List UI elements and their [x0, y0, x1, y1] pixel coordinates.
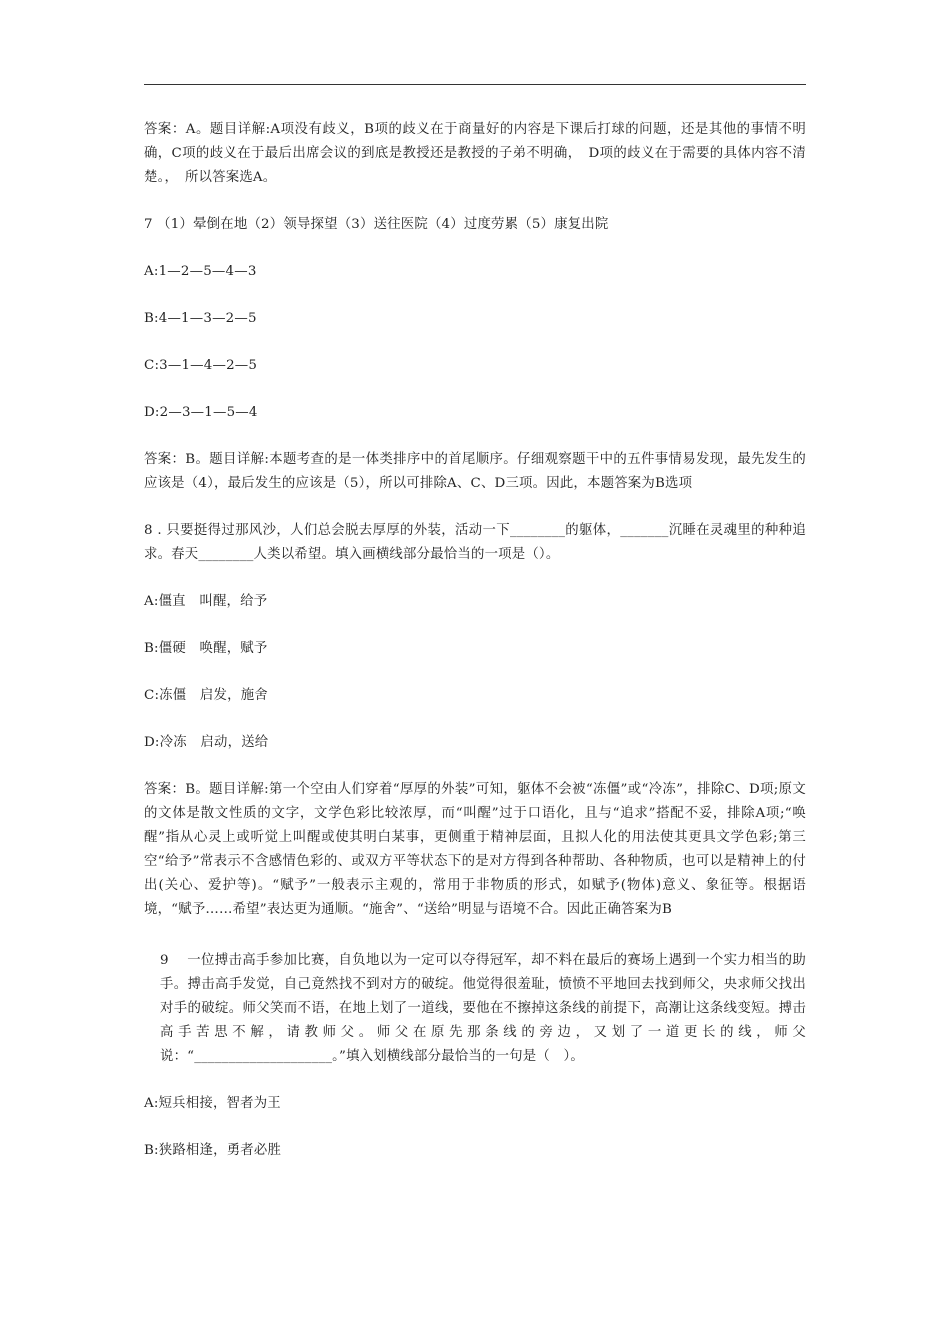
- header-rule: [144, 84, 806, 85]
- q8-option-d: D:冷冻 启动，送给: [144, 735, 269, 750]
- q8-option-a: A:僵直 叫醒，给予: [144, 594, 268, 609]
- q7-option-c: C:3—1—4—2—5: [144, 358, 258, 373]
- q9-option-b: B:狭路相逢，勇者必胜: [144, 1143, 282, 1158]
- q6-answer: 答案：A。题目详解:A项没有歧义，B项的歧义在于商量好的内容是下课后打球的问题，还是其他的事情不明确，C项的歧义在于最后出席会议的到底是教授还是教授的子弟不明确， D项的歧义在于需要的具体内容不清楚。， 所以答案选A。: [144, 122, 806, 185]
- q7-option-a: A:1—2—5—4—3: [144, 264, 257, 279]
- q8-option-b: B:僵硬 唤醒，赋予: [144, 641, 268, 656]
- q8-stem: 8 . 只要挺得过那风沙，人们总会脱去厚厚的外装，活动一下________的躯体，_______沉睡在灵魂里的种种追求。春天________人类以希望。填入画横线部分最恰当的一项是（）。: [144, 523, 806, 562]
- document-body: [144, 118, 806, 1163]
- q7-stem: 7 （1）晕倒在地（2）领导探望（3）送往医院（4）过度劳累（5）康复出院: [144, 217, 609, 232]
- q9-option-a: A:短兵相接，智者为王: [144, 1096, 281, 1111]
- q7-answer: 答案：B。题目详解:本题考查的是一体类排序中的首尾顺序。仔细观察题干中的五件事情易发现，最先发生的应该是（4），最后发生的应该是（5），所以可排除A、C、D三项。因此，本题答案为B选项: [144, 452, 806, 491]
- q8-option-c: C:冻僵 启发，施舍: [144, 688, 268, 703]
- q9-stem: 9 一位搏击高手参加比赛，自负地以为一定可以夺得冠军，却不料在最后的赛场上遇到一个实力相当的助手。搏击高手发觉，自己竟然找不到对方的破绽。他觉得很羞耻，愤愤不平地回去找到师父，央求师父找出对手的破绽。师父笑而不语，在地上划了一道线，要他在不擦掉这条线的前提下，高潮让这条线变短。搏击高手苦思不解，请教师父。师父在原先那条线的旁边，又划了一道更长的线，师父说：“____________________。”填入划横线部分最恰当的一句是（ ）。: [160, 953, 806, 1064]
- q7-option-d: D:2—3—1—5—4: [144, 405, 258, 420]
- q8-answer: 答案：B。题目详解:第一个空由人们穿着“厚厚的外装”可知，躯体不会被“冻僵”或“冷冻”，排除C、D项;原文的文体是散文性质的文字，文学色彩比较浓厚，而“叫醒”过于口语化，且与“追求”搭配不妥，排除A项;“唤醒”指从心灵上或听觉上叫醒或使其明白某事，更侧重于精神层面，且拟人化的用法使其更具文学色彩;第三空“给予”常表示不含感情色彩的、或双方平等状态下的是对方得到各种帮助、各种物质，也可以是精神上的付出(关心、爱护等)。“赋予”一般表示主观的，常用于非物质的形式，如赋予(物体)意义、象征等。根据语境，“赋予……希望”表达更为通顺。“施舍”、“送给”明显与语境不合。因此正确答案为B: [144, 782, 806, 917]
- q7-option-b: B:4—1—3—2—5: [144, 311, 257, 326]
